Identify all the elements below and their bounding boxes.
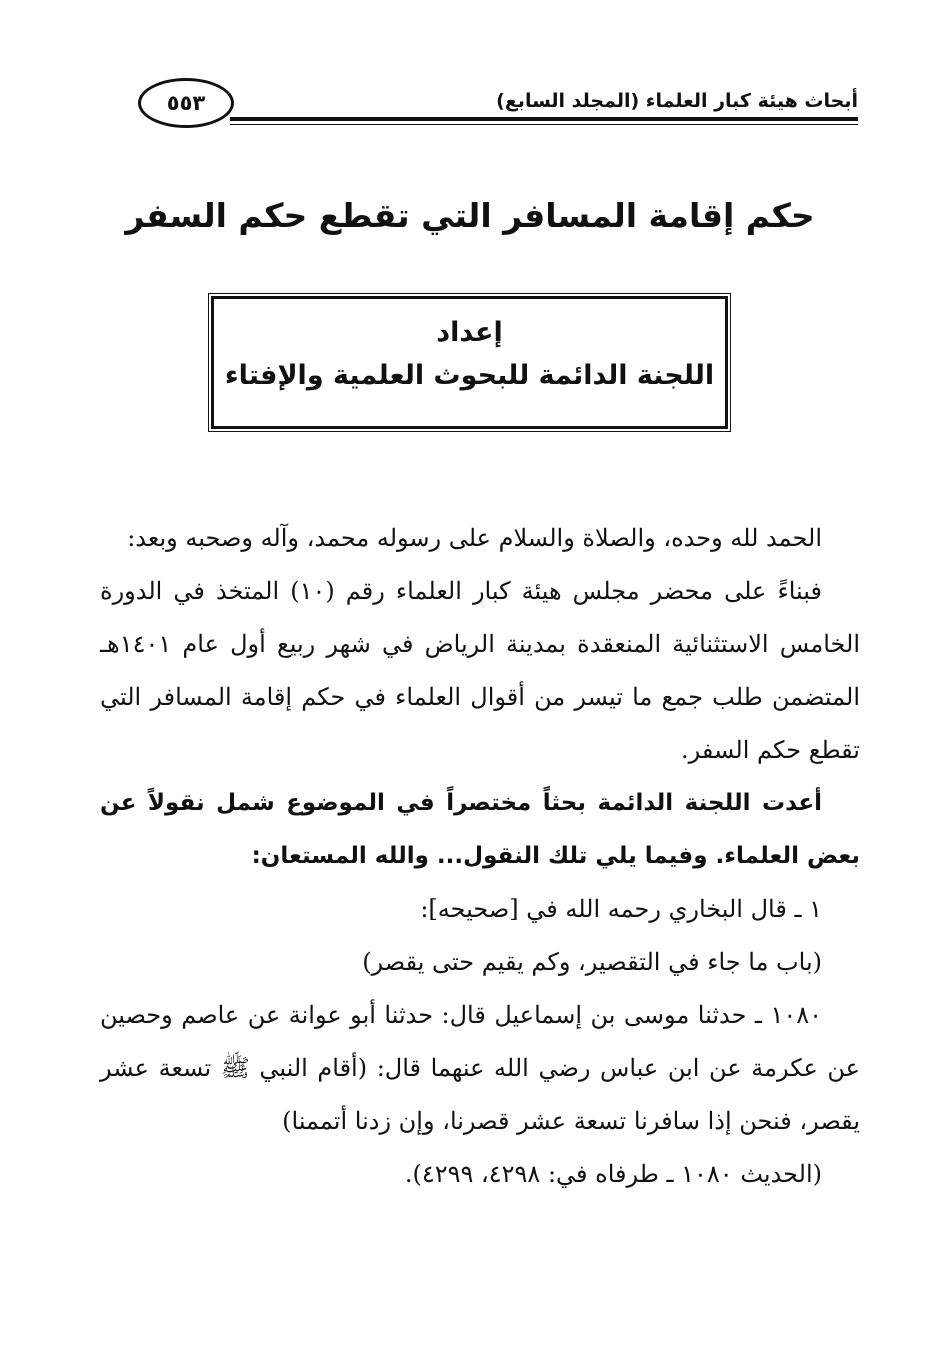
header-rule-thin [230, 124, 858, 125]
context-paragraph: فبناءً على محضر مجلس هيئة كبار العلماء رقم (١٠) المتخذ في الدورة الخامس الاستثنائية المنعقدة بمدينة الرياض في شهر ربيع أول عام ١٤٠١هـ المتضمن طلب جمع ما تيسر من أقوال العلماء في حكم إقامة المسافر التي تقطع حكم السفر. [100, 577, 860, 764]
hadith-text: ١٠٨٠ ـ حدثنا موسى بن إسماعيل قال: حدثنا أبو عوانة عن عاصم وحصين عن عكرمة عن ابن عباس رضي الله عنهما قال: (أقام النبي ﷺ تسعة عشر يقصر، فنحن إذا سافرنا تسعة عشر قصرنا، وإن زدنا أتممنا) [100, 1001, 860, 1135]
opening-paragraph: الحمد لله وحده، والصلاة والسلام على رسوله محمد، وآله وصحبه وبعد: [127, 524, 822, 552]
committee-name: اللجنة الدائمة للبحوث العلمية والإفتاء [224, 360, 715, 391]
page-number: ٥٥٣ [138, 78, 234, 128]
header-rule [230, 117, 858, 121]
running-header [138, 82, 858, 116]
prepared-label: إعداد [436, 317, 503, 348]
chapter-heading: (باب ما جاء في التقصير، وكم يقيم حتى يقصر) [362, 948, 822, 976]
hadith-reference: (الحديث ١٠٨٠ ـ طرفاه في: ٤٢٩٨، ٤٢٩٩). [404, 1160, 822, 1188]
prepared-by-box [211, 296, 728, 429]
article-title: حكم إقامة المسافر التي تقطع حكم السفر [125, 196, 815, 235]
committee-paragraph: أعدت اللجنة الدائمة بحثاً مختصراً في الموضوع شمل نقولاً عن بعض العلماء. وفيما يلي تلك النقول... والله المستعان: [100, 790, 860, 869]
book-title: أبحاث هيئة كبار العلماء (المجلد السابع) [496, 90, 858, 112]
body-text [100, 512, 860, 1201]
quote-intro: ١ ـ قال البخاري رحمه الله في [صحيحه]: [420, 895, 822, 923]
